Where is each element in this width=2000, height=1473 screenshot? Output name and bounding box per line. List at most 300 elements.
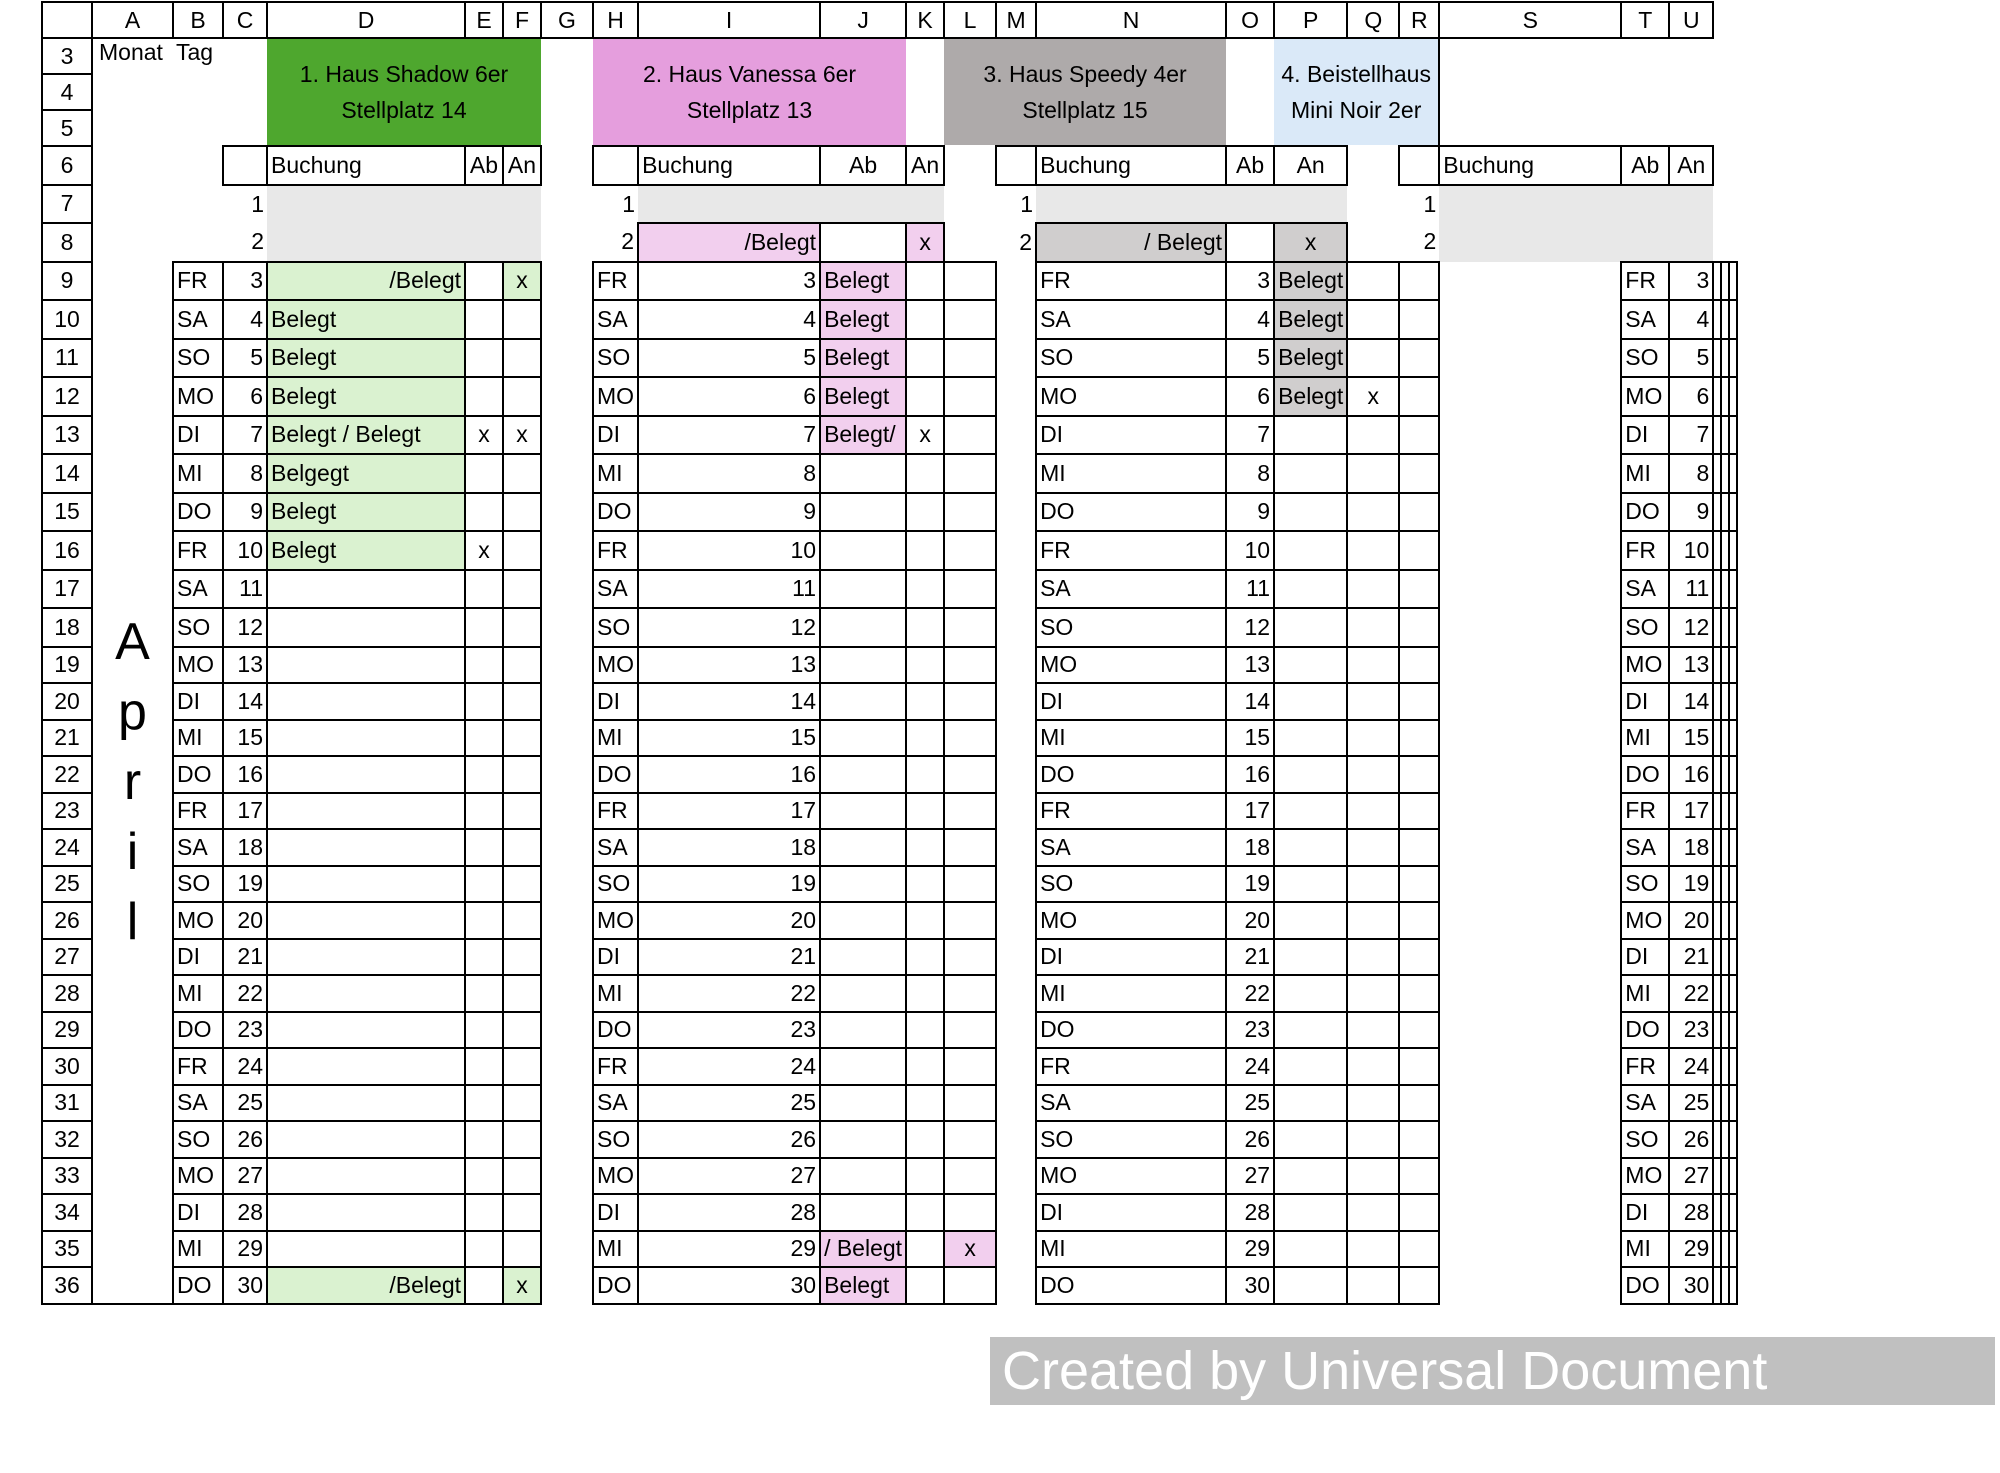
- an-cell[interactable]: [1399, 902, 1439, 939]
- row-header[interactable]: 26: [42, 902, 92, 939]
- an-cell[interactable]: [1399, 377, 1439, 416]
- column-header-k[interactable]: K: [906, 2, 944, 38]
- an-cell[interactable]: [503, 339, 541, 378]
- an-cell[interactable]: [944, 793, 996, 830]
- an-cell[interactable]: x: [503, 1267, 541, 1304]
- an-cell[interactable]: [1729, 902, 1737, 939]
- an-cell[interactable]: [503, 720, 541, 757]
- booking-cell[interactable]: [1713, 720, 1721, 757]
- an-cell[interactable]: [1399, 300, 1439, 339]
- ab-cell[interactable]: x: [906, 416, 944, 455]
- ab-cell[interactable]: [1226, 185, 1274, 224]
- ab-cell[interactable]: [1721, 262, 1729, 301]
- booking-cell[interactable]: [1274, 454, 1347, 493]
- row-header[interactable]: 7: [42, 185, 92, 224]
- ab-cell[interactable]: [465, 377, 503, 416]
- an-cell[interactable]: [944, 902, 996, 939]
- an-cell[interactable]: [503, 531, 541, 570]
- ab-cell[interactable]: [1347, 531, 1399, 570]
- row-header[interactable]: 17: [42, 570, 92, 609]
- booking-cell[interactable]: [1274, 975, 1347, 1012]
- ab-cell[interactable]: [465, 339, 503, 378]
- booking-cell[interactable]: Belegt: [1274, 300, 1347, 339]
- an-header[interactable]: An: [1669, 146, 1713, 185]
- day-column-header[interactable]: [223, 146, 267, 185]
- booking-cell[interactable]: [1274, 939, 1347, 976]
- booking-cell[interactable]: [1274, 416, 1347, 455]
- booking-cell[interactable]: Belegt: [820, 262, 906, 301]
- ab-cell[interactable]: [1347, 793, 1399, 830]
- ab-cell[interactable]: [465, 939, 503, 976]
- booking-cell[interactable]: [1274, 1267, 1347, 1304]
- row-header[interactable]: 35: [42, 1231, 92, 1268]
- an-cell[interactable]: [503, 975, 541, 1012]
- booking-cell[interactable]: [1713, 756, 1721, 793]
- row-header[interactable]: 8: [42, 223, 92, 262]
- an-cell[interactable]: [1399, 1267, 1439, 1304]
- an-cell[interactable]: [503, 570, 541, 609]
- row-header[interactable]: 33: [42, 1158, 92, 1195]
- booking-cell[interactable]: [267, 1048, 465, 1085]
- an-cell[interactable]: [503, 223, 541, 262]
- ab-cell[interactable]: [1347, 647, 1399, 684]
- ab-cell[interactable]: [465, 493, 503, 532]
- booking-cell[interactable]: [1713, 793, 1721, 830]
- column-header-p[interactable]: P: [1274, 2, 1347, 38]
- ab-cell[interactable]: [465, 262, 503, 301]
- booking-cell[interactable]: [1439, 223, 1621, 262]
- row-header[interactable]: 11: [42, 339, 92, 378]
- booking-cell[interactable]: [267, 647, 465, 684]
- ab-cell[interactable]: [1347, 1194, 1399, 1231]
- ab-cell[interactable]: [906, 454, 944, 493]
- booking-cell[interactable]: [1713, 902, 1721, 939]
- ab-cell[interactable]: [1721, 531, 1729, 570]
- booking-cell[interactable]: [1274, 1048, 1347, 1085]
- an-cell[interactable]: [503, 1194, 541, 1231]
- row-header[interactable]: 23: [42, 793, 92, 830]
- ab-cell[interactable]: [1721, 1085, 1729, 1122]
- booking-cell[interactable]: [1713, 262, 1721, 301]
- an-cell[interactable]: [1399, 416, 1439, 455]
- an-cell[interactable]: [503, 939, 541, 976]
- an-cell[interactable]: [1729, 866, 1737, 903]
- booking-cell[interactable]: [820, 975, 906, 1012]
- booking-cell[interactable]: [820, 531, 906, 570]
- an-cell[interactable]: [1729, 454, 1737, 493]
- row-header[interactable]: 22: [42, 756, 92, 793]
- ab-cell[interactable]: [1721, 454, 1729, 493]
- booking-cell[interactable]: [820, 1194, 906, 1231]
- row-header[interactable]: 12: [42, 377, 92, 416]
- booking-cell[interactable]: [820, 902, 906, 939]
- an-cell[interactable]: [944, 647, 996, 684]
- ab-cell[interactable]: [1347, 1012, 1399, 1049]
- an-cell[interactable]: [1399, 493, 1439, 532]
- booking-cell[interactable]: Belegt: [267, 300, 465, 339]
- ab-cell[interactable]: [1721, 1194, 1729, 1231]
- an-header[interactable]: An: [503, 146, 541, 185]
- an-cell[interactable]: [944, 1121, 996, 1158]
- booking-cell[interactable]: [267, 866, 465, 903]
- ab-cell[interactable]: [465, 1121, 503, 1158]
- booking-cell[interactable]: [267, 185, 465, 224]
- ab-cell[interactable]: [465, 902, 503, 939]
- booking-cell[interactable]: Belegt: [820, 377, 906, 416]
- ab-cell[interactable]: [1347, 939, 1399, 976]
- booking-cell[interactable]: [1713, 416, 1721, 455]
- an-cell[interactable]: [1399, 1085, 1439, 1122]
- booking-cell[interactable]: /Belegt: [638, 223, 820, 262]
- booking-cell[interactable]: [820, 1158, 906, 1195]
- ab-cell[interactable]: [1721, 1267, 1729, 1304]
- ab-cell[interactable]: [465, 1267, 503, 1304]
- row-header[interactable]: 13: [42, 416, 92, 455]
- booking-cell[interactable]: Belegt: [267, 339, 465, 378]
- an-cell[interactable]: [1729, 829, 1737, 866]
- an-cell[interactable]: [1729, 1012, 1737, 1049]
- ab-cell[interactable]: [465, 683, 503, 720]
- an-cell[interactable]: [1729, 1121, 1737, 1158]
- ab-cell[interactable]: [1347, 262, 1399, 301]
- ab-cell[interactable]: [465, 1231, 503, 1268]
- ab-header[interactable]: Ab: [820, 146, 906, 185]
- booking-cell[interactable]: [1713, 493, 1721, 532]
- an-cell[interactable]: [503, 1012, 541, 1049]
- ab-cell[interactable]: [1347, 829, 1399, 866]
- an-cell[interactable]: x: [906, 223, 944, 262]
- an-cell[interactable]: [1669, 223, 1713, 262]
- an-cell[interactable]: [1399, 1158, 1439, 1195]
- ab-cell[interactable]: [1347, 416, 1399, 455]
- booking-cell[interactable]: [820, 1012, 906, 1049]
- ab-cell[interactable]: [906, 570, 944, 609]
- booking-cell[interactable]: Belegt / Belegt: [267, 416, 465, 455]
- an-cell[interactable]: [1399, 608, 1439, 647]
- booking-cell[interactable]: [820, 647, 906, 684]
- an-cell[interactable]: [1729, 793, 1737, 830]
- an-cell[interactable]: [1729, 647, 1737, 684]
- booking-cell[interactable]: [1713, 1085, 1721, 1122]
- booking-cell[interactable]: [820, 1048, 906, 1085]
- booking-cell[interactable]: [1439, 185, 1621, 224]
- ab-cell[interactable]: [1347, 493, 1399, 532]
- ab-cell[interactable]: [906, 300, 944, 339]
- ab-cell[interactable]: [820, 185, 906, 224]
- column-header-q[interactable]: Q: [1347, 2, 1399, 38]
- ab-cell[interactable]: [906, 1048, 944, 1085]
- row-header[interactable]: 36: [42, 1267, 92, 1304]
- an-cell[interactable]: [1729, 975, 1737, 1012]
- ab-cell[interactable]: [906, 339, 944, 378]
- ab-cell[interactable]: [465, 1194, 503, 1231]
- booking-cell[interactable]: [820, 720, 906, 757]
- ab-cell[interactable]: [465, 829, 503, 866]
- an-cell[interactable]: [1729, 570, 1737, 609]
- an-cell[interactable]: [944, 866, 996, 903]
- ab-cell[interactable]: [1721, 1121, 1729, 1158]
- booking-cell[interactable]: Belgegt: [267, 454, 465, 493]
- ab-cell[interactable]: [1721, 608, 1729, 647]
- an-cell[interactable]: x: [1274, 223, 1347, 262]
- ab-cell[interactable]: [465, 720, 503, 757]
- an-cell[interactable]: [503, 377, 541, 416]
- column-header-j[interactable]: J: [820, 2, 906, 38]
- an-cell[interactable]: [1399, 262, 1439, 301]
- an-cell[interactable]: [944, 454, 996, 493]
- row-header[interactable]: 25: [42, 866, 92, 903]
- booking-cell[interactable]: [820, 1085, 906, 1122]
- ab-cell[interactable]: [1721, 975, 1729, 1012]
- booking-cell[interactable]: [820, 756, 906, 793]
- ab-cell[interactable]: [1347, 902, 1399, 939]
- an-cell[interactable]: [1729, 339, 1737, 378]
- booking-cell[interactable]: [1713, 300, 1721, 339]
- booking-cell[interactable]: Belegt: [820, 1267, 906, 1304]
- an-cell[interactable]: [1274, 185, 1347, 224]
- row-header[interactable]: 14: [42, 454, 92, 493]
- an-cell[interactable]: [944, 1158, 996, 1195]
- buchung-header[interactable]: Buchung: [1439, 146, 1621, 185]
- booking-cell[interactable]: [1713, 1158, 1721, 1195]
- row-header[interactable]: 4: [42, 74, 92, 110]
- ab-cell[interactable]: [906, 756, 944, 793]
- column-header-g[interactable]: G: [541, 2, 593, 38]
- an-cell[interactable]: [1729, 300, 1737, 339]
- an-cell[interactable]: [1399, 793, 1439, 830]
- an-cell[interactable]: [944, 300, 996, 339]
- booking-cell[interactable]: [1274, 866, 1347, 903]
- an-cell[interactable]: [1729, 756, 1737, 793]
- booking-cell[interactable]: [1713, 647, 1721, 684]
- ab-cell[interactable]: [1347, 570, 1399, 609]
- booking-cell[interactable]: [267, 720, 465, 757]
- booking-cell[interactable]: [1274, 902, 1347, 939]
- ab-cell[interactable]: [906, 262, 944, 301]
- an-cell[interactable]: [1669, 185, 1713, 224]
- buchung-header[interactable]: Buchung: [1036, 146, 1226, 185]
- row-header[interactable]: 9: [42, 262, 92, 301]
- an-cell[interactable]: x: [944, 1231, 996, 1268]
- an-cell[interactable]: [944, 416, 996, 455]
- ab-cell[interactable]: [1347, 339, 1399, 378]
- booking-cell[interactable]: [267, 902, 465, 939]
- booking-cell[interactable]: [1713, 1121, 1721, 1158]
- booking-cell[interactable]: [1274, 1121, 1347, 1158]
- column-header-l[interactable]: L: [944, 2, 996, 38]
- row-header[interactable]: 27: [42, 939, 92, 976]
- booking-cell[interactable]: [1713, 1048, 1721, 1085]
- row-header[interactable]: 6: [42, 146, 92, 185]
- an-cell[interactable]: [503, 793, 541, 830]
- an-cell[interactable]: [503, 608, 541, 647]
- booking-cell[interactable]: [267, 793, 465, 830]
- booking-cell[interactable]: Belegt: [267, 493, 465, 532]
- ab-cell[interactable]: x: [1347, 377, 1399, 416]
- an-cell[interactable]: [503, 647, 541, 684]
- booking-cell[interactable]: [1713, 377, 1721, 416]
- row-header[interactable]: 3: [42, 38, 92, 74]
- an-cell[interactable]: [944, 683, 996, 720]
- ab-cell[interactable]: x: [465, 531, 503, 570]
- ab-header[interactable]: Ab: [465, 146, 503, 185]
- an-cell[interactable]: [1399, 339, 1439, 378]
- column-header-m[interactable]: M: [996, 2, 1036, 38]
- booking-cell[interactable]: [1713, 570, 1721, 609]
- an-cell[interactable]: x: [503, 262, 541, 301]
- an-cell[interactable]: [944, 570, 996, 609]
- ab-cell[interactable]: [1347, 1085, 1399, 1122]
- an-cell[interactable]: [944, 756, 996, 793]
- booking-cell[interactable]: [1036, 185, 1226, 224]
- an-cell[interactable]: [1399, 939, 1439, 976]
- ab-cell[interactable]: [465, 866, 503, 903]
- ab-header[interactable]: Ab: [1621, 146, 1669, 185]
- booking-cell[interactable]: [267, 570, 465, 609]
- booking-cell[interactable]: /Belegt: [267, 262, 465, 301]
- ab-cell[interactable]: [1721, 416, 1729, 455]
- an-cell[interactable]: [944, 493, 996, 532]
- column-header-a[interactable]: A: [92, 2, 173, 38]
- ab-cell[interactable]: [1721, 902, 1729, 939]
- ab-cell[interactable]: [1226, 223, 1274, 262]
- ab-cell[interactable]: [1621, 223, 1669, 262]
- ab-cell[interactable]: [906, 1267, 944, 1304]
- column-header-b[interactable]: B: [173, 2, 223, 38]
- booking-cell[interactable]: Belegt: [820, 339, 906, 378]
- ab-cell[interactable]: [465, 793, 503, 830]
- booking-cell[interactable]: [1713, 683, 1721, 720]
- ab-cell[interactable]: [1347, 1231, 1399, 1268]
- booking-cell[interactable]: [638, 185, 820, 224]
- row-header[interactable]: 19: [42, 647, 92, 684]
- booking-cell[interactable]: [267, 756, 465, 793]
- an-cell[interactable]: [944, 262, 996, 301]
- column-header-f[interactable]: F: [503, 2, 541, 38]
- an-cell[interactable]: [1729, 1194, 1737, 1231]
- an-cell[interactable]: [1399, 720, 1439, 757]
- an-cell[interactable]: [1729, 377, 1737, 416]
- booking-cell[interactable]: [820, 866, 906, 903]
- an-cell[interactable]: [1729, 608, 1737, 647]
- booking-cell[interactable]: Belegt: [1274, 377, 1347, 416]
- an-cell[interactable]: [1729, 683, 1737, 720]
- ab-cell[interactable]: [465, 223, 503, 262]
- ab-cell[interactable]: [906, 793, 944, 830]
- ab-cell[interactable]: [1721, 1158, 1729, 1195]
- day-column-header[interactable]: [593, 146, 638, 185]
- an-cell[interactable]: [944, 1267, 996, 1304]
- ab-cell[interactable]: [906, 1012, 944, 1049]
- ab-cell[interactable]: [1347, 608, 1399, 647]
- an-cell[interactable]: [1399, 756, 1439, 793]
- row-header[interactable]: 15: [42, 493, 92, 532]
- ab-cell[interactable]: [465, 975, 503, 1012]
- ab-cell[interactable]: [1347, 683, 1399, 720]
- column-header-h[interactable]: H: [593, 2, 638, 38]
- an-cell[interactable]: [944, 608, 996, 647]
- booking-cell[interactable]: [1274, 829, 1347, 866]
- ab-cell[interactable]: [1721, 720, 1729, 757]
- an-cell[interactable]: [1399, 829, 1439, 866]
- ab-cell[interactable]: [906, 829, 944, 866]
- booking-cell[interactable]: [820, 570, 906, 609]
- ab-cell[interactable]: [906, 902, 944, 939]
- column-header-t[interactable]: T: [1621, 2, 1669, 38]
- an-cell[interactable]: [503, 185, 541, 224]
- an-cell[interactable]: [1729, 262, 1737, 301]
- ab-cell[interactable]: [906, 1085, 944, 1122]
- booking-cell[interactable]: [1713, 454, 1721, 493]
- ab-cell[interactable]: [1721, 570, 1729, 609]
- booking-cell[interactable]: [1274, 493, 1347, 532]
- booking-cell[interactable]: [820, 793, 906, 830]
- ab-cell[interactable]: [465, 185, 503, 224]
- an-cell[interactable]: [503, 829, 541, 866]
- booking-cell[interactable]: [1713, 1231, 1721, 1268]
- booking-cell[interactable]: / Belegt: [820, 1231, 906, 1268]
- ab-cell[interactable]: [1347, 1121, 1399, 1158]
- ab-cell[interactable]: [465, 570, 503, 609]
- an-cell[interactable]: [503, 1085, 541, 1122]
- booking-cell[interactable]: [267, 1121, 465, 1158]
- ab-cell[interactable]: [1721, 756, 1729, 793]
- ab-cell[interactable]: [465, 1085, 503, 1122]
- ab-cell[interactable]: [1347, 454, 1399, 493]
- row-header[interactable]: 5: [42, 110, 92, 146]
- ab-cell[interactable]: [1721, 683, 1729, 720]
- day-column-header[interactable]: [996, 146, 1036, 185]
- an-cell[interactable]: [906, 185, 944, 224]
- ab-cell[interactable]: [1721, 493, 1729, 532]
- an-cell[interactable]: [944, 1048, 996, 1085]
- an-cell[interactable]: [503, 1121, 541, 1158]
- an-cell[interactable]: [1729, 1048, 1737, 1085]
- an-cell[interactable]: [1399, 1012, 1439, 1049]
- an-cell[interactable]: [503, 300, 541, 339]
- booking-cell[interactable]: [1274, 1085, 1347, 1122]
- an-cell[interactable]: [1729, 720, 1737, 757]
- row-header[interactable]: 20: [42, 683, 92, 720]
- column-header-n[interactable]: N: [1036, 2, 1226, 38]
- booking-cell[interactable]: [267, 1194, 465, 1231]
- booking-cell[interactable]: [820, 829, 906, 866]
- column-header-u[interactable]: U: [1669, 2, 1713, 38]
- an-cell[interactable]: [944, 829, 996, 866]
- column-header-s[interactable]: S: [1439, 2, 1621, 38]
- booking-cell[interactable]: [1274, 608, 1347, 647]
- row-header[interactable]: 24: [42, 829, 92, 866]
- booking-cell[interactable]: [820, 454, 906, 493]
- an-cell[interactable]: [1399, 1048, 1439, 1085]
- booking-cell[interactable]: [1274, 1231, 1347, 1268]
- ab-cell[interactable]: [906, 1231, 944, 1268]
- ab-cell[interactable]: [1347, 756, 1399, 793]
- ab-cell[interactable]: [906, 866, 944, 903]
- booking-cell[interactable]: [267, 975, 465, 1012]
- booking-cell[interactable]: [267, 939, 465, 976]
- booking-cell[interactable]: [267, 223, 465, 262]
- column-header-r[interactable]: R: [1399, 2, 1439, 38]
- an-cell[interactable]: [1399, 1194, 1439, 1231]
- booking-cell[interactable]: [1713, 1267, 1721, 1304]
- ab-cell[interactable]: [1347, 1048, 1399, 1085]
- booking-cell[interactable]: [267, 608, 465, 647]
- booking-cell[interactable]: [820, 1121, 906, 1158]
- booking-cell[interactable]: [1274, 1012, 1347, 1049]
- booking-cell[interactable]: /Belegt: [267, 1267, 465, 1304]
- ab-cell[interactable]: [1347, 975, 1399, 1012]
